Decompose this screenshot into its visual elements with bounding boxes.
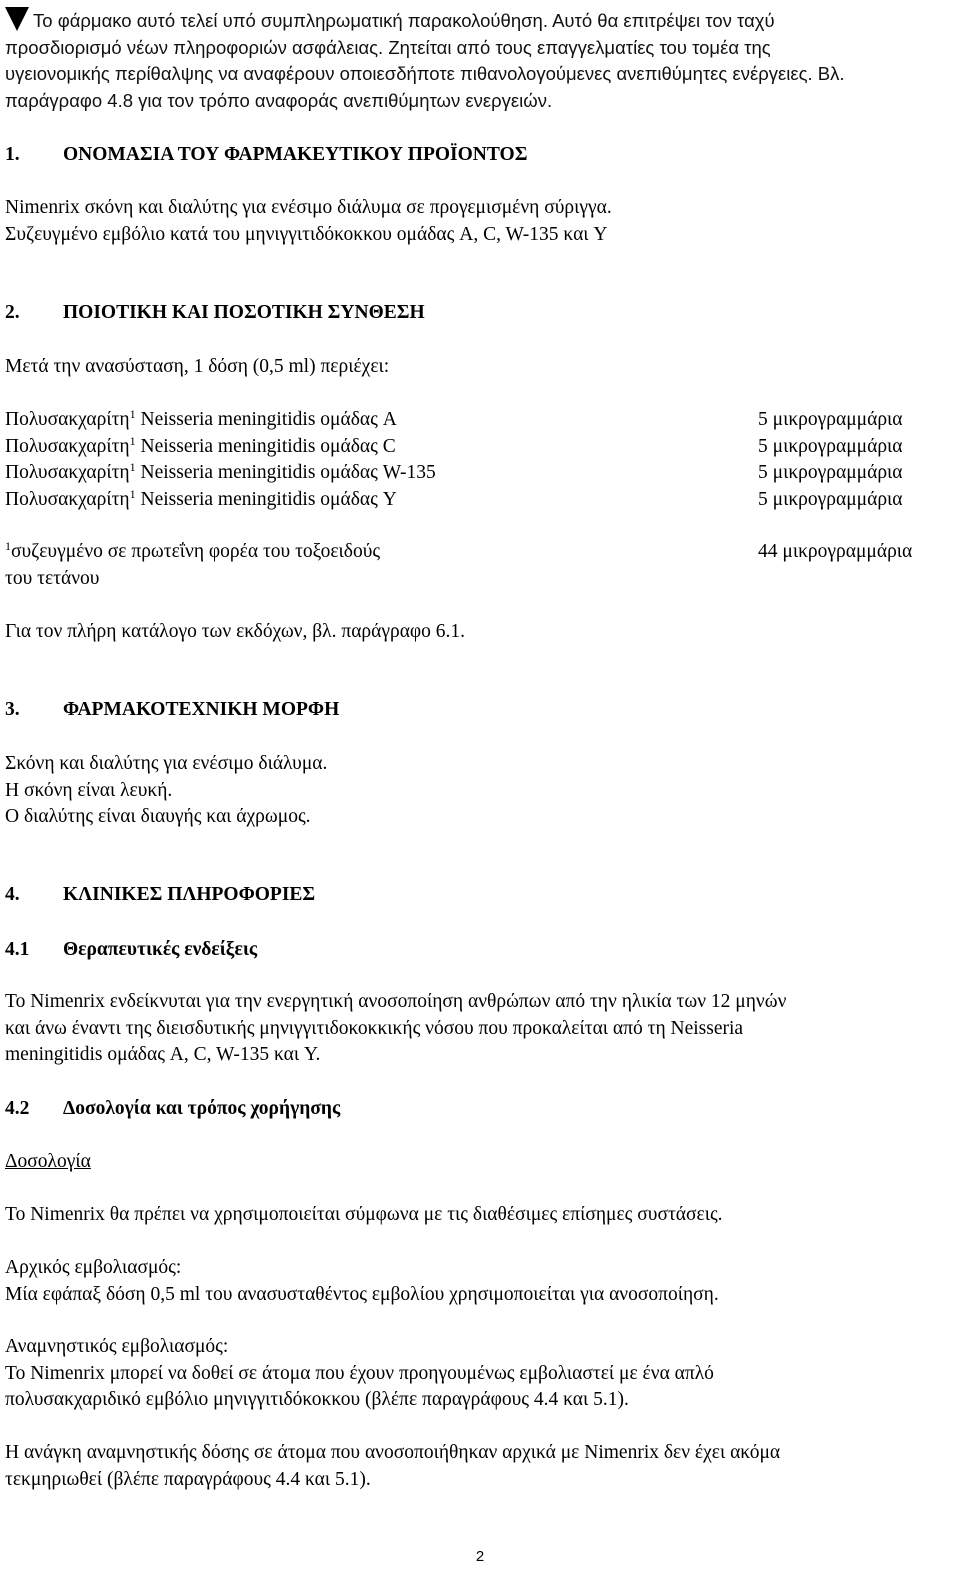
product-name-line: Nimenrix σκόνη και διαλύτης για ενέσιμο διάλυμα σε προγεμισμένη σύριγγα. [5, 197, 612, 218]
section-3-heading: 3. ΦΑΡΜΑΚΟΤΕΧΝΙΚΗ ΜΟΡΦΗ [5, 699, 340, 720]
composition-row: Πολυσακχαρίτη$^1$ Neisseria meningitidis ομάδας A 5 μικρογραμμάρια [5, 407, 955, 434]
composition-row: Πολυσακχαρίτη$^1$ Neisseria meningitidis ομάδας W-135 5 μικρογραμμάρια [5, 460, 955, 487]
section-4-2-heading: 4.2 Δοσολογία και τρόπος χορήγησης [5, 1098, 341, 1119]
product-description-line: Συζευγμένο εμβόλιο κατά του μηνιγγιτιδόκοκκου ομάδας A, C, W-135 και Y [5, 223, 608, 245]
composition-amount: 5 μικρογραμμάρια [758, 435, 903, 457]
composition-row: Πολυσακχαρίτη$^1$ Neisseria meningitidis ομάδας Y 5 μικρογραμμάρια [5, 487, 955, 514]
posology-recommendation: Το Nimenrix θα πρέπει να χρησιμοποιείται σύμφωνα με τις διαθέσιμες επίσημες συστάσεις. [5, 1204, 723, 1225]
posology-subheading: Δοσολογία [5, 1151, 91, 1172]
carrier-amount: 44 μικρογραμμάρια [758, 541, 913, 562]
section-2-heading: 2. ΠΟΙΟΤΙΚΗ ΚΑΙ ΠΟΣΟΤΙΚΗ ΣΥΝΘΕΣΗ [5, 302, 425, 323]
primary-vaccination: Αρχικός εμβολιασμός: Μία εφάπαξ δόση 0,5 ml του ανασυσταθέντος εμβολίου χρησιμοποιείται για ανοσοποίηση. [5, 1257, 719, 1305]
monitoring-line-2: προσδιορισμό νέων πληροφοριών ασφάλειας. Ζητείται από τους επαγγελματίες του τομέα της [5, 36, 771, 58]
composition-amount: 5 μικρογραμμάρια [758, 462, 903, 483]
excipients-note: Για τον πλήρη κατάλογο των εκδόχων, βλ. παράγραφο 6.1. [5, 621, 466, 642]
carrier-footnote: $^1$συζευγμένο σε πρωτεΐνη φορέα του τοξοειδούς 44 μικρογραμμάρια του τετάνου [5, 539, 913, 589]
black-triangle-icon [5, 7, 29, 31]
booster-need-note: Η ανάγκη αναμνηστικής δόσης σε άτομα που ανοσοποιήθηκαν αρχικά με Nimenrix δεν έχει ακόμα τεκμηριωθεί (βλέπε παραγράφους 4.4 και 5.1). [5, 1442, 781, 1490]
monitoring-line-1: Το φάρμακο αυτό τελεί υπό συμπληρωματική παρακολούθηση. Αυτό θα επιτρέψει τον ταχύ [5, 7, 845, 35]
composition-amount: 5 μικρογραμμάρια [758, 488, 903, 510]
monitoring-line-3: υγειονομικής περίθαλψης να αναφέρουν οποιεσδήποτε πιθανολογούμενες ανεπιθύμητες ενέργειες. Βλ. [5, 63, 845, 84]
composition-intro: Μετά την ανασύσταση, 1 δόση (0,5 ml) περιέχει: [5, 356, 390, 377]
monitoring-notice [5, 7, 845, 114]
section-1-body [5, 195, 612, 248]
booster-vaccination: Αναμνηστικός εμβολιασμός: Το Nimenrix μπορεί να δοθεί σε άτομα που έχουν προηγουμένως εμβολιαστεί με ένα απλό πολυσακχαριδικό εμβόλιο μηνιγγιτιδόκοκκου (βλέπε παραγράφους 4.4 και 5.1). [5, 1336, 714, 1410]
section-4-heading: 4. ΚΛΙΝΙΚΕΣ ΠΛΗΡΟΦΟΡΙΕΣ [5, 884, 316, 905]
composition-table [5, 407, 955, 513]
page-number: 2 [475, 1548, 485, 1565]
composition-amount: 5 μικρογραμμάρια [758, 409, 903, 430]
section-4-1-body: Το Nimenrix ενδείκνυται για την ενεργητική ανοσοποίηση ανθρώπων από την ηλικία των 12 μηνών και άνω έναντι της διεισδυτικής μηνιγγιτιδοκοκκικής νόσου που προκαλείται από τη Neisseria meningitidis ομάδας A, C, W-135 και Y. [5, 991, 787, 1065]
monitoring-line-4: παράγραφο 4.8 για τον τρόπο αναφοράς ανεπιθύμητων ενεργειών. [5, 89, 553, 111]
section-1-heading: 1. ΟΝΟΜΑΣΙΑ ΤΟΥ ΦΑΡΜΑΚΕΥΤΙΚΟΥ ΠΡΟΪΟΝΤΟΣ [5, 144, 528, 165]
section-3-body: Σκόνη και διαλύτης για ενέσιμο διάλυμα. Η σκόνη είναι λευκή. Ο διαλύτης είναι διαυγής και άχρωμος. [5, 753, 328, 827]
section-4-1-heading: 4.1 Θεραπευτικές ενδείξεις [5, 939, 258, 960]
composition-row: Πολυσακχαρίτη$^1$ Neisseria meningitidis ομάδας C 5 μικρογραμμάρια [5, 434, 955, 461]
